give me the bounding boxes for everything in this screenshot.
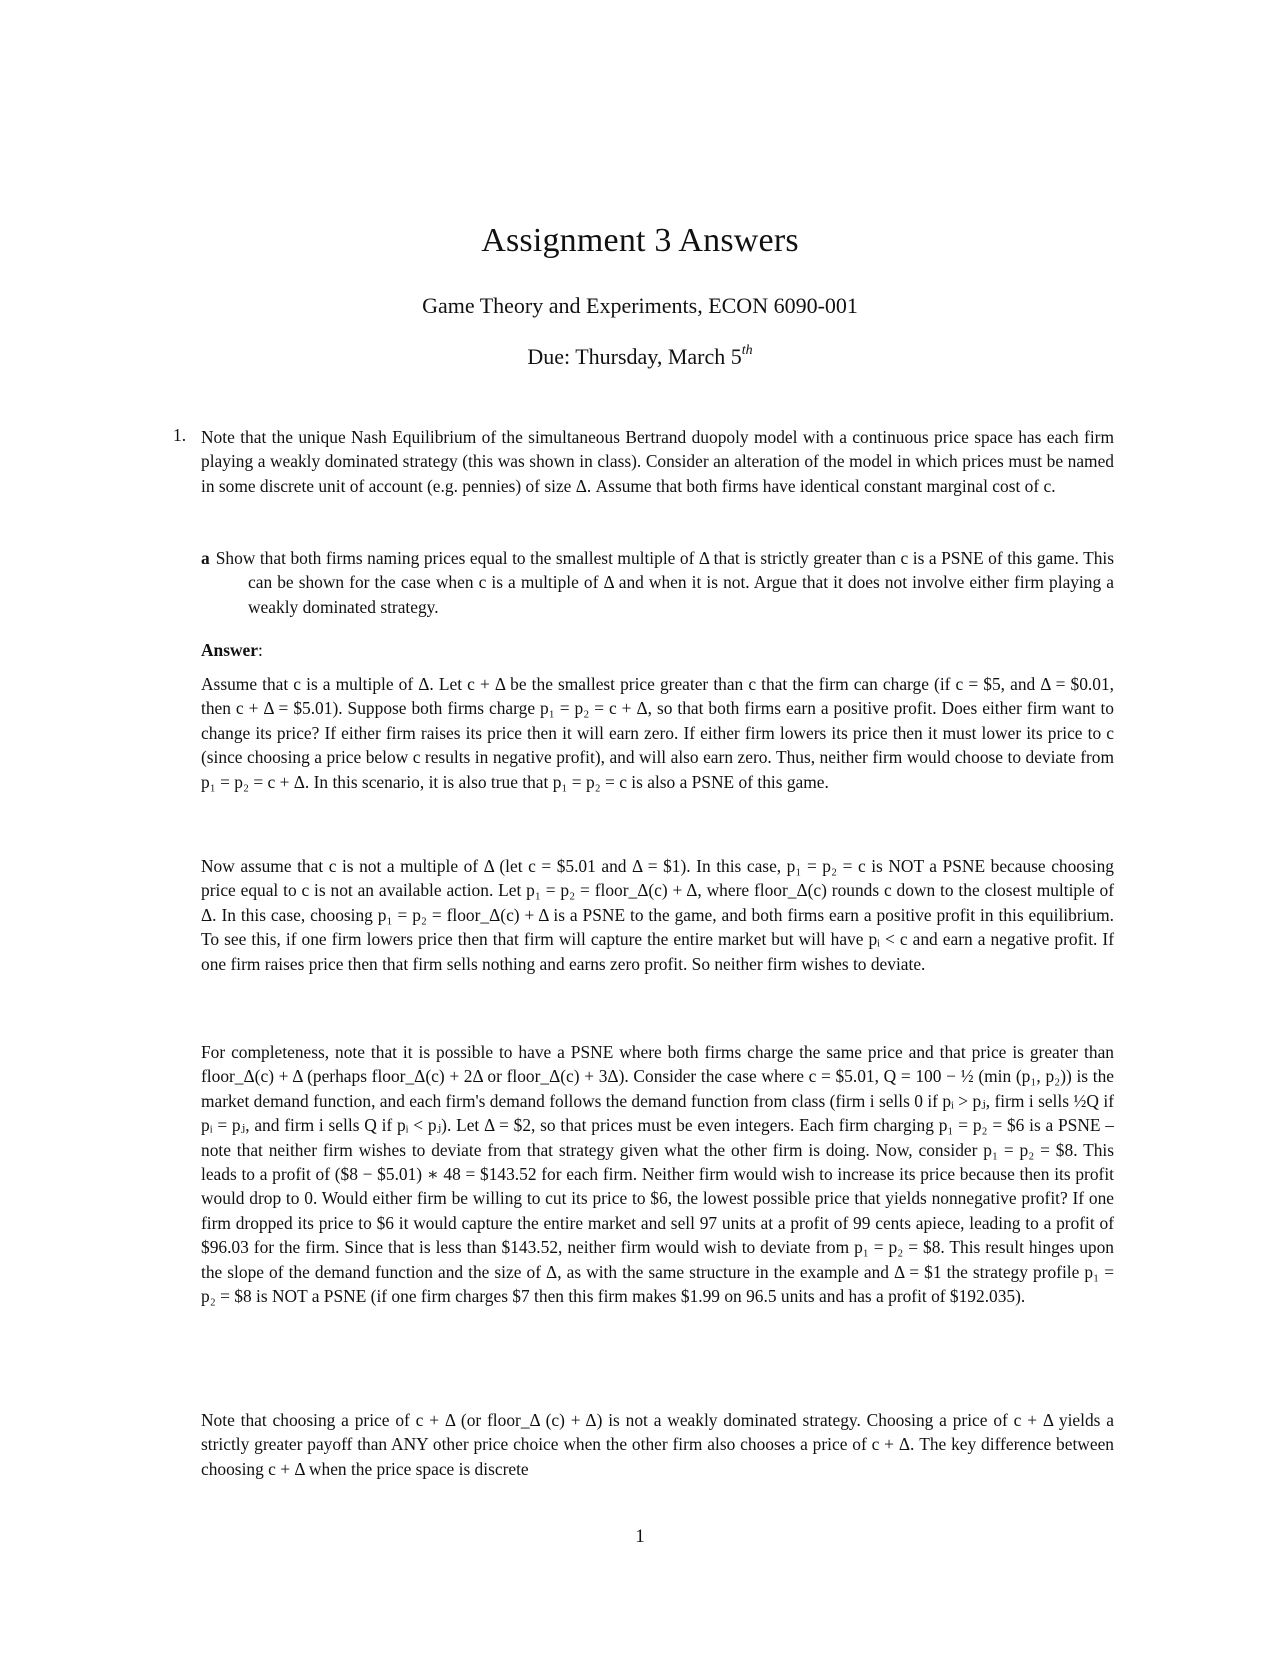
course-subtitle: Game Theory and Experiments, ECON 6090-001 — [422, 293, 858, 318]
question-text: Note that the unique Nash Equilibrium of the simultaneous Bertrand duopoly model with a continuous price space has each firm playing a weakly dominated strategy (this was shown in class). Consider an alteration of the model in which prices must be named in some discrete unit of account (e.g. pennies) of size Δ. Assume that both firms have identical constant marginal cost of c. — [201, 427, 1114, 496]
due-date-text: Due: Thursday, March 5 — [527, 344, 742, 369]
part-a-label: a — [201, 548, 210, 568]
answer-paragraph-2: Now assume that c is not a multiple of Δ (let c = $5.01 and Δ = $1). In this case, p₁ = p₂ = c is NOT a PSNE because choosing price equal to c is not an available action. Let p₁ = p₂ = floor_Δ(c) + Δ, where floor_Δ(c) rounds c down to the closest multiple of Δ. In this case, choosing p₁ = p₂ = floor_Δ(c) + Δ is a PSNE to the game, and both firms earn a positive profit in this equilibrium. To see this, if one firm lowers price then that firm will capture the entire market but will have pᵢ < c and earn a negative profit. If one firm raises price then that firm sells nothing and earns zero profit. So neither firm wishes to deviate. — [201, 856, 1114, 974]
answer-label: Answer — [201, 640, 258, 660]
question-number: 1. — [173, 425, 187, 445]
document-title: Assignment 3 Answers — [481, 222, 799, 259]
answer-paragraph-3: For completeness, note that it is possible to have a PSNE where both firms charge the same price and that price is greater than floor_Δ(c) + Δ (perhaps floor_Δ(c) + 2Δ or floor_Δ(c) + 3Δ). Consider the case where c = $5.01, Q = 100 − ½ (min (p₁, p₂)) is the market demand function, and each firm's demand follows the demand function from class (firm i sells 0 if pᵢ > pⱼ, firm i sells ½Q if pᵢ = pⱼ, and firm i sells Q if pᵢ < pⱼ). Let Δ = $2, so that prices must be even integers. Each firm charging p₁ = p₂ = $6 is a PSNE – note that neither firm wishes to deviate from that strategy given what the other firm is doing. Now, consider p₁ = p₂ = $8. This leads to a profit of ($8 − $5.01) ∗ 48 = $143.52 for each firm. Neither firm would wish to increase its price because then its profit would drop to 0. Would either firm be willing to cut its price to $6, the lowest possible price that yields nonnegative profit? If one firm dropped its price to $6 it would capture the entire market and sell 97 units at a profit of 99 cents apiece, leading to a profit of $96.03 for the firm. Since that is less than $143.52, neither firm would wish to deviate from p₁ = p₂ = $8. This result hinges upon the slope of the demand function and the size of Δ, as with the same structure in the example and Δ = $1 the strategy profile p₁ = p₂ = $8 is NOT a PSNE (if one firm charges $7 then this firm makes $1.99 on 96.5 units and has a profit of $192.035). — [201, 1042, 1114, 1307]
due-date-superscript: th — [741, 342, 753, 358]
page-number: 1 — [635, 1526, 645, 1547]
answer-paragraph-1: Assume that c is a multiple of Δ. Let c + Δ be the smallest price greater than c that the firm can charge (if c = $5, and Δ = $0.01, then c + Δ = $5.01). Suppose both firms charge p₁ = p₂ = c + Δ, so that both firms earn a positive profit. Does either firm want to change its price? If either firm raises its price then it will earn zero. If either firm lowers its price then it must lower its price to c (since choosing a price below c results in negative profit), and will also earn zero. Thus, neither firm would choose to deviate from p₁ = p₂ = c + Δ. In this scenario, it is also true that p₁ = p₂ = c is also a PSNE of this game. — [201, 674, 1114, 792]
answer-paragraph-4: Note that choosing a price of c + Δ (or floor_Δ (c) + Δ) is not a weakly dominated strategy. Choosing a price of c + Δ yields a strictly greater payoff than ANY other price choice when the other firm also chooses a price of c + Δ. The key difference between choosing c + Δ when the price space is discrete — [201, 1410, 1114, 1479]
due-date — [0, 344, 1280, 370]
part-a — [201, 546, 1114, 619]
answer-heading — [201, 640, 263, 661]
answer-colon: : — [258, 640, 263, 660]
part-a-text: Show that both firms naming prices equal to the smallest multiple of Δ that is strictly greater than c is a PSNE of this game. This can be shown for the case when c is a multiple of Δ and when it is not. Argue that it does not involve either firm playing a weakly dominated strategy. — [215, 548, 1114, 617]
